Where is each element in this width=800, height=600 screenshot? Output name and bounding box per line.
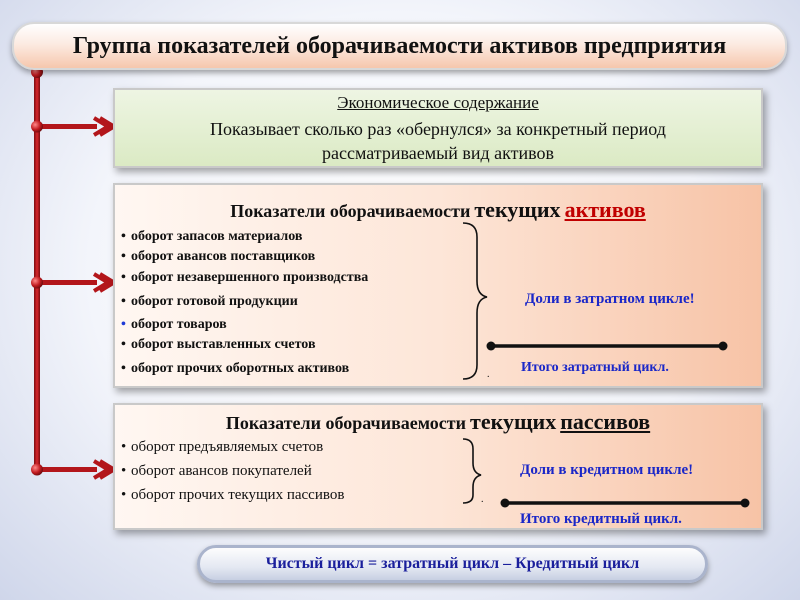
bullet-icon: • bbox=[121, 487, 127, 503]
bullet-icon: • bbox=[121, 270, 126, 285]
assets-title-word1: текущих bbox=[474, 197, 561, 222]
bullet-icon: • bbox=[121, 439, 127, 455]
curly-brace-icon bbox=[463, 223, 487, 379]
economic-text-line1: Показывает сколько раз «обернулся» за конкретный период bbox=[210, 119, 666, 139]
connector-arrow-economic bbox=[31, 118, 114, 135]
page-title bbox=[12, 22, 787, 70]
list-item: • оборот запасов материалов bbox=[121, 229, 303, 244]
bullet-icon: • bbox=[121, 317, 126, 332]
current-liabilities-box bbox=[113, 403, 763, 530]
list-item: • оборот готовой продукции bbox=[121, 294, 298, 309]
assets-total-note: Итого затратный цикл. bbox=[521, 360, 669, 375]
net-cycle-formula bbox=[197, 545, 708, 583]
list-item: • оборот выставленных счетов bbox=[121, 337, 316, 352]
dot-marker: . bbox=[487, 369, 490, 380]
list-item: • оборот прочих текущих пассивов bbox=[121, 487, 345, 503]
bullet-icon: • bbox=[121, 229, 126, 244]
curly-brace-icon bbox=[463, 439, 481, 503]
liabilities-title-prefix: Показатели оборачиваемости bbox=[225, 413, 467, 433]
page-title-text: Группа показателей оборачиваемости активов предприятия bbox=[72, 32, 727, 59]
liabilities-share-note: Доли в кредитном цикле! bbox=[520, 462, 694, 478]
list-item: • оборот прочих оборотных активов bbox=[121, 361, 350, 376]
list-item: • оборот авансов поставщиков bbox=[121, 249, 316, 264]
list-item: • оборот предъявляемых счетов bbox=[121, 439, 324, 455]
dot-marker: . bbox=[481, 494, 484, 505]
economic-text-line2: рассматриваемый вид активов bbox=[322, 143, 554, 163]
liabilities-box-title bbox=[115, 409, 761, 435]
economic-content-box bbox=[113, 88, 763, 168]
list-item: • оборот незавершенного производства bbox=[121, 270, 369, 285]
liabilities-title-word2: пассивов bbox=[560, 409, 651, 434]
liabilities-title-word1: текущих bbox=[470, 409, 557, 434]
connector-arrow-assets bbox=[31, 274, 114, 291]
net-cycle-text: Чистый цикл = затратный цикл – Кредитный цикл bbox=[265, 555, 640, 572]
assets-share-note: Доли в затратном цикле! bbox=[525, 291, 695, 307]
bullet-icon: • bbox=[121, 361, 126, 376]
economic-heading: Экономическое содержание bbox=[337, 93, 539, 112]
bullet-icon: • bbox=[121, 294, 126, 309]
bullet-icon: • bbox=[121, 249, 126, 264]
connector-arrow-liabilities bbox=[31, 461, 114, 478]
assets-title-word2: активов bbox=[564, 197, 646, 222]
liabilities-total-note: Итого кредитный цикл. bbox=[520, 511, 682, 527]
list-item: • оборот авансов покупателей bbox=[121, 463, 312, 479]
assets-title-prefix: Показатели оборачиваемости bbox=[230, 201, 471, 221]
bullet-icon: • bbox=[121, 463, 127, 479]
list-item: • оборот товаров bbox=[121, 317, 227, 332]
bullet-icon: • bbox=[121, 337, 126, 352]
current-assets-box bbox=[113, 183, 763, 388]
